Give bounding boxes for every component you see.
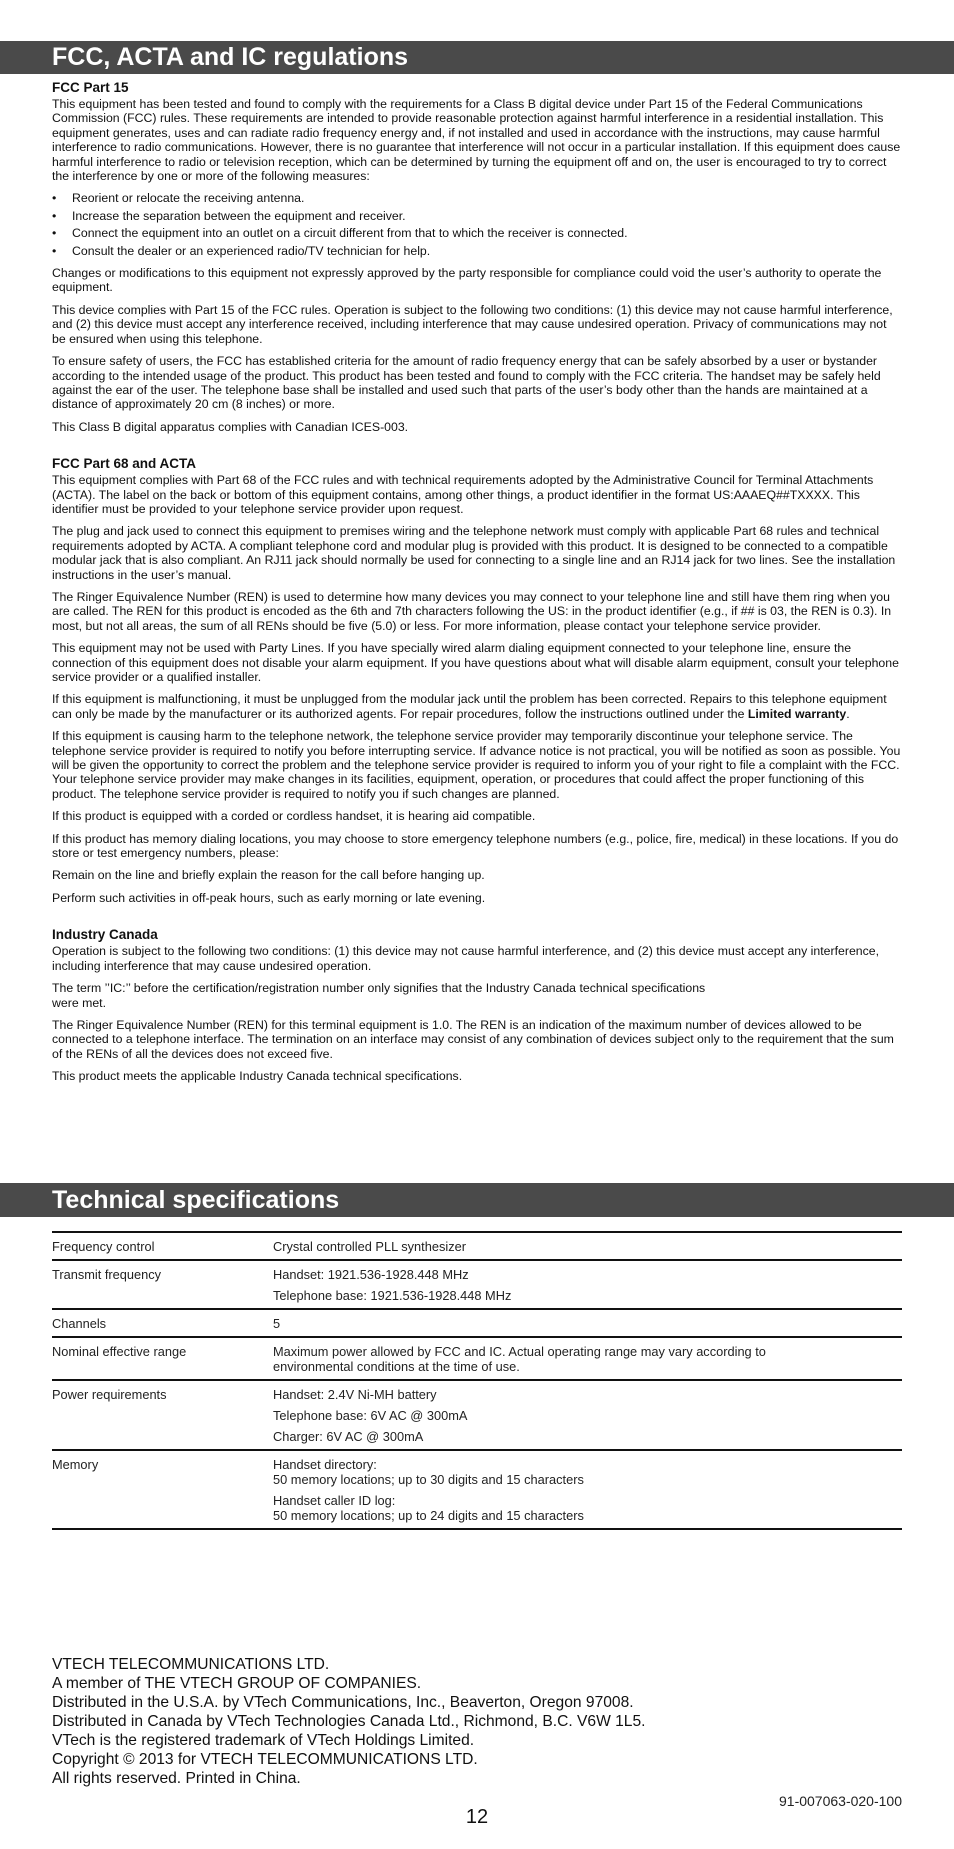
- table-row: [52, 1379, 902, 1449]
- industry-canada-section: [52, 927, 902, 1083]
- spec-values: [273, 1316, 902, 1331]
- table-row: [52, 1449, 902, 1528]
- spec-values: [273, 1387, 902, 1444]
- list-item: • Connect the equipment into an outlet on a circuit different from that to which the receiver is connected.: [52, 226, 902, 240]
- spec-label: Nominal effective range: [52, 1344, 187, 1359]
- footer-line: All rights reserved. Printed in China.: [52, 1770, 301, 1787]
- document-number: 91-007063-020-100: [779, 1793, 902, 1809]
- fcc-part68-para-4: This equipment may not be used with Party Lines. If you have specially wired alarm dialing equipment connected to your telephone line, ensure the connection of this equipment does not disable your alarm equipment. If you have questions about what will disable alarm equipment, consult your telephone service provider or a qualified installer.: [52, 641, 899, 684]
- spec-label: Channels: [52, 1316, 107, 1331]
- fcc-part15-para-1: This equipment has been tested and found to comply with the requirements for a Class B digital device under Part 15 of the Federal Communications Commission (FCC) rules. These requirements are intended to provide reasonable protection against harmful interference in a residential installation. This equipment generates, uses and can radiate radio frequency energy and, if not installed and used in accordance with the instructions, may cause harmful interference to radio communications. However, there is no guarantee that interference will not occur in a particular installation. If this equipment does cause harmful interference to radio or television reception, which can be determined by turning the equipment off and on, the user is encouraged to try to correct the interference by one or more of the following measures:: [52, 97, 901, 184]
- fcc-part15-measures-list: [52, 191, 902, 258]
- para-text: .: [846, 706, 850, 721]
- fcc-part68-para-7: If this product is equipped with a corded or cordless handset, it is hearing aid compatible.: [52, 809, 536, 824]
- list-item: • Consult the dealer or an experienced radio/TV technician for help.: [52, 244, 902, 258]
- spec-values: [273, 1344, 902, 1374]
- footer-line: VTech is the registered trademark of VTech Holdings Limited.: [52, 1732, 475, 1749]
- spec-label: Frequency control: [52, 1239, 155, 1254]
- spec-values: [273, 1457, 902, 1523]
- fcc-part68-para-8: If this product has memory dialing locations, you may choose to store emergency telephone numbers (e.g., police, fire, medical) in these locations. If you do store or test emergency numbers, please:: [52, 831, 899, 861]
- fcc-part68-para-6: If this equipment is causing harm to the telephone network, the telephone service provider may temporarily discontinue your telephone service. The telephone service provider is required to notify you before interrupting service. If advance notice is not practical, you will be notified as soon as possible. You will be given the opportunity to correct the problem and the telephone service provider is required to inform you of your right to file a complaint with the FCC. Your telephone service provider may make changes in its facilities, equipment, operation, or procedures that could affect the proper functioning of this product. The telephone service provider is required to notify you if such changes are planned.: [52, 729, 901, 801]
- para-text: were met.: [52, 995, 106, 1010]
- para-text: If this equipment is malfunctioning, it must be unplugged from the modular jack until the problem has been corrected. Repairs to this telephone equipment can only be made by the manufacturer or its authorized agents. For repair procedures, follow the instructions outlined under the: [52, 692, 887, 721]
- spec-values: [273, 1267, 902, 1303]
- page-number: 12: [465, 1806, 489, 1828]
- company-footer: [52, 1655, 812, 1788]
- table-row: [52, 1336, 902, 1379]
- industry-canada-para-1: Operation is subject to the following two conditions: (1) this device may not cause harmful interference, and (2) this device must accept any interference, including interference that may cause undesired operation.: [52, 944, 880, 973]
- spec-value: Handset: 2.4V Ni-MH battery: [273, 1387, 437, 1402]
- industry-canada-heading: Industry Canada: [52, 927, 158, 943]
- fcc-part68-section: [52, 456, 902, 905]
- limited-warranty-reference: Limited warranty: [747, 706, 847, 721]
- fcc-part68-para-1: This equipment complies with Part 68 of the FCC rules and with technical requirements adopted by the Administrative Council for Terminal Attachments (ACTA). The label on the back or bottom of this equipment contains, among other things, a product identifier in the format US:AAAEQ##TXXXX. This identifier must be provided to your telephone service provider upon request.: [52, 473, 874, 516]
- fcc-section-title: FCC, ACTA and IC regulations: [0, 41, 954, 74]
- table-row: [52, 1233, 902, 1259]
- footer-line: Distributed in Canada by VTech Technologies Canada Ltd., Richmond, B.C. V6W 1L5.: [52, 1713, 646, 1730]
- fcc-part68-heading: FCC Part 68 and ACTA: [52, 456, 197, 472]
- table-row: [52, 1308, 902, 1336]
- spec-value: 5: [273, 1316, 281, 1331]
- specs-section-title: Technical specifications: [0, 1183, 954, 1217]
- spec-values: [273, 1239, 902, 1254]
- para-text: The term ’’IC:’’ before the certification/registration number only signifies that the Industry Canada technical specifications: [52, 981, 706, 996]
- fcc-part68-para-9: Remain on the line and briefly explain the reason for the call before hanging up.: [52, 868, 485, 883]
- fcc-part15-para-3: This device complies with Part 15 of the FCC rules. Operation is subject to the following two conditions: (1) this device may not cause harmful interference, and (2) this device must accept any interference received, including interference that may cause undesired operation. Privacy of communications may not be ensured when using this telephone.: [52, 302, 893, 346]
- fcc-part15-para-5: This Class B digital apparatus complies with Canadian ICES-003.: [52, 419, 409, 434]
- footer-line: Distributed in the U.S.A. by VTech Communications, Inc., Beaverton, Oregon 97008.: [52, 1694, 634, 1711]
- fcc-part15-para-2: Changes or modifications to this equipment not expressly approved by the party responsible for compliance could void the user’s authority to operate the equipment.: [52, 266, 882, 295]
- table-row: [52, 1259, 902, 1308]
- fcc-part15-section: [52, 80, 902, 434]
- specs-table: [52, 1231, 902, 1530]
- spec-label: Transmit frequency: [52, 1267, 162, 1282]
- spec-value: Telephone base: 1921.536-1928.448 MHz: [273, 1288, 512, 1303]
- spec-value: Handset directory: 50 memory locations; up to 30 digits and 15 characters: [273, 1457, 584, 1487]
- footer-line: Copyright © 2013 for VTECH TELECOMMUNICATIONS LTD.: [52, 1751, 478, 1768]
- spec-label: Power requirements: [52, 1387, 167, 1402]
- list-item: • Increase the separation between the equipment and receiver.: [52, 209, 902, 223]
- spec-value: Crystal controlled PLL synthesizer: [273, 1239, 466, 1254]
- footer-line: VTECH TELECOMMUNICATIONS LTD.: [52, 1656, 330, 1673]
- fcc-part15-heading: FCC Part 15: [52, 80, 129, 95]
- spec-value: Telephone base: 6V AC @ 300mA: [273, 1408, 468, 1423]
- spec-value: Handset: 1921.536-1928.448 MHz: [273, 1267, 469, 1282]
- fcc-section-body: [52, 80, 902, 1092]
- footer-line: A member of THE VTECH GROUP OF COMPANIES.: [52, 1675, 422, 1692]
- industry-canada-para-4: This product meets the applicable Industry Canada technical specifications.: [52, 1069, 463, 1084]
- industry-canada-para-2: [52, 981, 902, 1010]
- spec-value: Maximum power allowed by FCC and IC. Actual operating range may vary according to environmental conditions at the time of use.: [273, 1344, 766, 1374]
- spec-value: Charger: 6V AC @ 300mA: [273, 1429, 424, 1444]
- fcc-part15-para-4: To ensure safety of users, the FCC has established criteria for the amount of radio frequency energy that can be safely absorbed by a user or bystander according to the intended usage of the product. This product has been tested and found to comply with the FCC criteria. The handset may be safely held against the ear of the user. The telephone base shall be installed and used such that parts of the user’s body other than the hands are maintained at a distance of approximately 20 cm (8 inches) or more.: [52, 354, 881, 412]
- spec-label: Memory: [52, 1457, 99, 1472]
- fcc-part68-para-2: The plug and jack used to connect this equipment to premises wiring and the telephone network must comply with applicable Part 68 rules and technical requirements adopted by ACTA. A compliant telephone cord and modular plug is provided with this product. It is designed to be connected to a compatible modular jack that is also compliant. An RJ11 jack should normally be used for connecting to a single line and an RJ14 jack for two lines. See the installation instructions in the user’s manual.: [52, 524, 896, 582]
- industry-canada-para-3: The Ringer Equivalence Number (REN) for this terminal equipment is 1.0. The REN is an indication of the maximum number of devices allowed to be connected to a telephone interface. The termination on an interface may consist of any combination of devices subject only to the requirement that the sum of the RENs of all the devices does not exceed five.: [52, 1017, 894, 1061]
- list-item: • Reorient or relocate the receiving antenna.: [52, 191, 902, 205]
- fcc-part68-para-10: Perform such activities in off-peak hours, such as early morning or late evening.: [52, 890, 486, 905]
- spec-value: Handset caller ID log: 50 memory locations; up to 24 digits and 15 characters: [273, 1493, 584, 1523]
- fcc-part68-para-5: [52, 692, 902, 721]
- fcc-part68-para-3: The Ringer Equivalence Number (REN) is used to determine how many devices you may connect to your telephone line and still have them ring when you are called. The REN for this product is encoded as the 6th and 7th characters following the US: in the product identifier (e.g., if ## is 03, the REN is 0.3). In most, but not all areas, the sum of all RENs should be five (5.0) or less. For more information, please contact your telephone service provider.: [52, 589, 892, 633]
